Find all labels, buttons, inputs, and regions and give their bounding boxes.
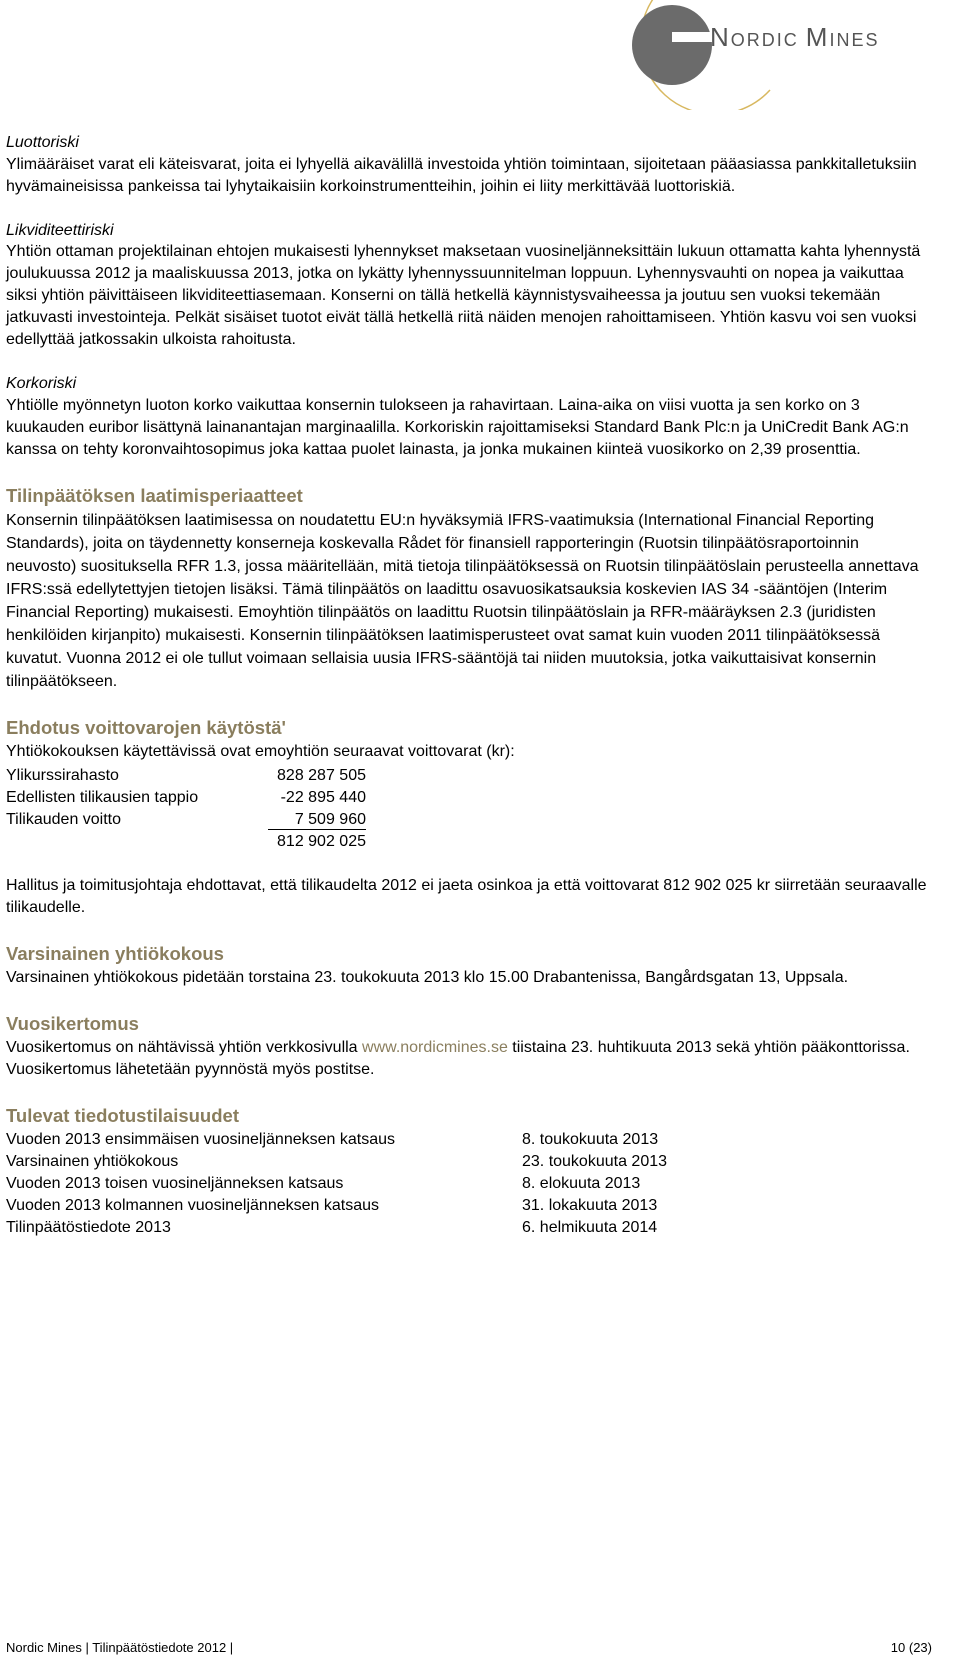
ehdotus-intro: Yhtiökokouksen käytettävissä ovat emoyhtiön seuraavat voittovarat (kr): [6,742,515,760]
korkoriski-title: Korkoriski [6,375,77,392]
yhtiokokous-heading: Varsinainen yhtiökokous [6,942,224,964]
list-item [6,1217,931,1239]
allocation-label: Ylikurssirahasto [6,766,119,784]
table-row [6,809,931,831]
page-footer [6,1640,932,1655]
allocation-total: 812 902 025 [277,832,366,850]
allocation-label: Edellisten tilikausien tappio [6,788,199,806]
vuosikertomus-text [6,1037,931,1081]
footer-left: Nordic Mines | Tilinpäätöstiedote 2012 | [6,1640,234,1655]
table-row [6,765,931,787]
list-item [6,1129,931,1151]
allocation-value: -22 895 440 [280,788,366,806]
logo-word-nordic: ORDIC [730,30,799,50]
table-row [6,787,931,809]
upcoming-dates-list [6,1129,931,1239]
vuosikertomus-text-after: tiistaina 23. huhtikuuta 2013 sekä yhtiön pääkonttorissa. Vuosikertomus lähetetään pyynnöstä myös postitse. [6,1038,910,1078]
yhtiokokous-text: Varsinainen yhtiökokous pidetään torstaina 23. toukokuuta 2013 klo 15.00 Drabantenissa, Bangårdsgatan 13, Uppsala. [6,968,849,986]
ehdotus-heading: Ehdotus voittovarojen käytöstä' [6,716,286,738]
event-label: Varsinainen yhtiökokous [6,1152,179,1170]
ehdotus-proposal: Hallitus ja toimitusjohtaja ehdottavat, että tilikaudelta 2012 ei jaeta osinkoa ja että voittovarat 812 902 025 kr siirretään seuraavalle tilikaudelle. [6,876,927,916]
company-logo [620,0,960,110]
event-label: Vuoden 2013 ensimmäisen vuosineljänneksen katsaus [6,1130,395,1148]
event-date: 8. toukokuuta 2013 [522,1130,659,1148]
vuosikertomus-text-before: Vuosikertomus on nähtävissä yhtiön verkkosivulla [6,1038,363,1056]
luottoriski-text: Ylimääräiset varat eli käteisvarat, joita ei lyhyellä aikavälillä investoida yhtiön toimintaan, sijoitetaan pääasiassa pankkitalletuksiin hyvämaineisissa pankeissa tai lyhytaikaisiin korkoinstrumentteihin, joihin ei liity merkittävää luottoriskiä. [6,155,917,195]
tilinpaatos-text: Konsernin tilinpäätöksen laatimisessa on noudatettu EU:n hyväksymiä IFRS-vaatimuksia (International Financial Reporting Standards), joita on täydennetty konserneja koskevalla Rådet för finansiell rapporteringin (Ruotsin tilinpäätösraportoinnin neuvosto) suosituksella RFR 1.3, jossa määritellään, mitä tietoja tilinpäätöksessä on Ruotsin tilinpäätöslain perusteella annettava IFRS:ssä edellytettyjen tietojen lisäksi. Tämä tilinpäätös on laadittu osavuosikatsauksia koskevien IAS 34 -sääntöjen (Interim Financial Reporting) mukaisesti. Emoyhtiön tilinpäätös on laadittu Ruotsin tilinpäätöslain ja RFR-määräyksen 2.3 (juridisten henkilöiden kirjanpito) mukaisesti. Konsernin tilinpäätöksen laatimisperusteet ovat samat kuin vuoden 2011 tilinpäätöksessä kuvatut. Vuonna 2012 ei ole tullut voimaan sellaisia uusia IFRS-sääntöjä tai niiden muutoksia, jotka vaikuttaisivat konsernin tilinpäätökseen. [6,511,919,690]
korkoriski-text: Yhtiölle myönnetyn luoton korko vaikuttaa konsernin tulokseen ja rahavirtaan. Laina-aika on viisi vuotta ja sen korko on 3 kuukauden euribor lisättynä lainanantajan marginaalilla. Korkoriskin rajoittamiseksi Standard Bank Plc:n ja UniCredit Bank AG:n kanssa on tehty koronvaihtosopimus joka kattaa puolet lainasta, ja jonka mukainen kiinteä vuosikorko on 2,39 prosenttia. [6,396,909,458]
allocation-value: 828 287 505 [277,766,366,784]
event-date: 23. toukokuuta 2013 [522,1152,668,1170]
document-body [6,132,931,1239]
vuosikertomus-heading: Vuosikertomus [6,1012,139,1034]
event-label: Tilinpäätöstiedote 2013 [6,1218,171,1236]
list-item [6,1173,931,1195]
list-item [6,1195,931,1217]
list-item [6,1151,931,1173]
event-date: 8. elokuuta 2013 [522,1174,641,1192]
luottoriski-title: Luottoriski [6,134,79,151]
event-date: 6. helmikuuta 2014 [522,1218,658,1236]
logo-wordmark: NORDIC MINES [710,22,880,52]
event-date: 31. lokakuuta 2013 [522,1196,658,1214]
logo-word-mines: INES [829,30,880,50]
page-number: 10 (23) [890,1640,932,1655]
table-row-total [6,831,931,853]
event-label: Vuoden 2013 toisen vuosineljänneksen katsaus [6,1174,344,1192]
website-link[interactable]: www.nordicmines.se [362,1038,508,1056]
logo-mark-icon [620,0,960,110]
tilinpaatos-heading: Tilinpäätöksen laatimisperiaatteet [6,484,303,506]
allocation-label: Tilikauden voitto [6,810,122,828]
tulevat-heading: Tulevat tiedotustilaisuudet [6,1104,239,1126]
allocation-table [6,765,931,853]
event-label: Vuoden 2013 kolmannen vuosineljänneksen katsaus [6,1196,380,1214]
likviditeettiriski-title: Likviditeettiriski [6,221,114,239]
allocation-value: 7 509 960 [268,809,366,830]
likviditeettiriski-text: Yhtiön ottaman projektilainan ehtojen mukaisesti lyhennykset maksetaan vuosineljänneksittäin lukuun ottamatta kahta lyhennystä joulukuussa 2012 ja maaliskuussa 2013, jotka on lykätty lyhennyssuunnitelman loppuun. Lyhennysvauhti on nopea ja vaikuttaa siksi yhtiön päivittäiseen likviditeettiasemaan. Konserni on tällä hetkellä käynnistysvaiheessa ja joutuu sen vuoksi tekemään jatkuvasti investointeja. Pelkät sisäiset tuotot eivät tällä hetkellä riitä näiden menojen rahoittamiseen. Yhtiön kasvu voi sen vuoksi edellyttää jatkossakin ulkoista rahoitusta. [6,243,921,348]
